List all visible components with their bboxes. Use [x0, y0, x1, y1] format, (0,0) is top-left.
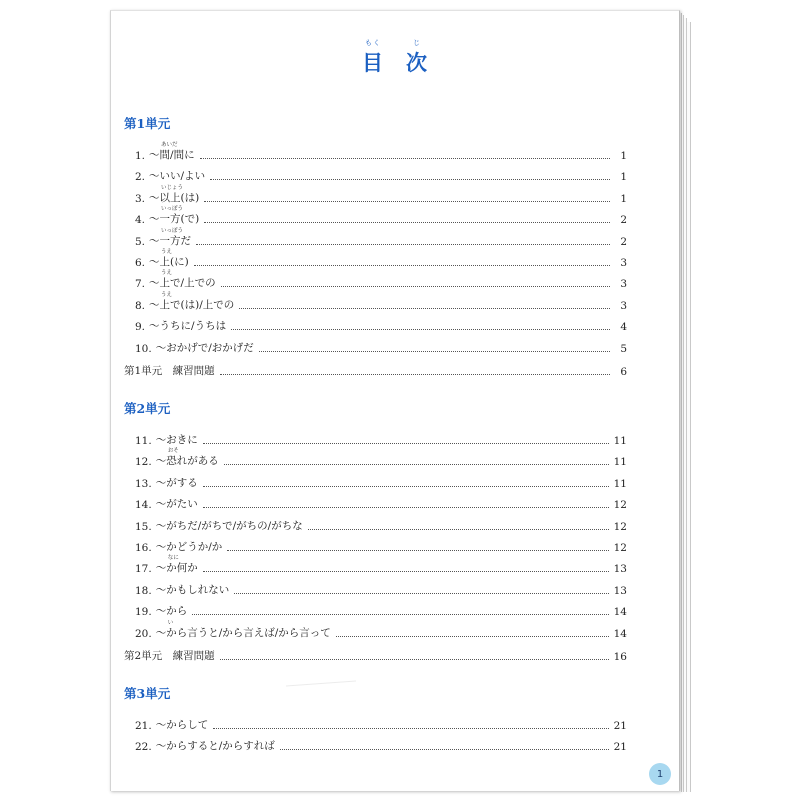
toc-entry[interactable] [135, 448, 627, 469]
toc-entry[interactable] [135, 581, 627, 597]
toc-exercise-row[interactable] [124, 647, 627, 663]
entry-page: 21 [613, 741, 627, 754]
entry-title-text: ～うちに/うちは [149, 320, 227, 333]
entry-number: 22. [135, 741, 152, 754]
entry-page: 1 [620, 150, 627, 162]
toc-entry[interactable] [135, 495, 627, 511]
entry-title-text: ～かどうか/か [155, 541, 223, 553]
entry-number: 7. [135, 278, 146, 291]
title-ruby: もく [365, 39, 381, 47]
leader-dots [231, 328, 610, 330]
leader-dots [192, 613, 608, 615]
leader-dots [280, 748, 609, 750]
entry-title [149, 142, 195, 162]
entry-title [149, 249, 189, 269]
entry-title [149, 184, 200, 205]
entry-ruby: うえ [161, 249, 173, 255]
unit-heading: 第3単元 [124, 686, 171, 701]
entry-number: 11. [135, 435, 152, 447]
entry-title [156, 518, 303, 533]
leader-dots [227, 549, 608, 551]
entry-title-text: ～からして [155, 719, 209, 731]
entry-number: 3. [135, 192, 146, 205]
leader-dots [224, 463, 609, 465]
entry-title [156, 603, 188, 618]
entry-number: 20. [135, 627, 152, 640]
leader-dots [234, 592, 608, 594]
leader-dots [204, 200, 610, 202]
entry-page: 14 [613, 606, 627, 619]
entry-number: 18. [135, 584, 152, 597]
title-char [406, 39, 428, 77]
entry-title [155, 555, 198, 575]
entry-page: 12 [613, 542, 627, 554]
entry-ruby: い [167, 619, 174, 626]
entry-title [156, 738, 275, 753]
entry-page: 13 [613, 563, 627, 576]
entry-page: 11 [613, 435, 627, 447]
paper-mark [286, 681, 356, 701]
leader-dots [239, 307, 610, 309]
entry-title [149, 168, 205, 183]
entry-number: 10. [135, 342, 152, 355]
entry-title-text: ～がたい [155, 498, 198, 511]
entry-number: 5. [135, 235, 146, 248]
entry-page: 12 [613, 520, 627, 533]
entry-title-text: ～から [155, 605, 188, 618]
entry-title-text: ～一方(で) [149, 213, 200, 226]
entry-ruby: おそ [167, 448, 179, 455]
entry-title [156, 539, 223, 554]
entry-ruby: なに [167, 555, 179, 562]
toc-entry[interactable] [135, 270, 627, 291]
leader-dots [220, 373, 610, 375]
toc-entry[interactable] [135, 538, 627, 554]
leader-dots [203, 506, 609, 508]
entry-title [156, 340, 254, 355]
entry-number: 2. [135, 171, 146, 184]
entry-number: 13. [135, 477, 152, 490]
exercise-title: 第1単元 練習問題 [124, 365, 215, 377]
entry-title-text: ～か何か [155, 562, 198, 575]
toc-page [110, 10, 680, 791]
leader-dots [204, 221, 610, 223]
leader-dots [203, 485, 609, 487]
toc-entry[interactable] [135, 339, 627, 355]
entry-title-text: ～おかげで/おかげだ [155, 341, 254, 354]
entry-page: 5 [620, 342, 627, 355]
leader-dots [196, 243, 610, 245]
entry-number: 15. [135, 520, 152, 533]
entry-title [149, 291, 235, 312]
entry-title-text: ～間/間に [149, 149, 195, 161]
toc-entry[interactable] [135, 431, 627, 447]
entry-title [149, 270, 216, 290]
leader-dots [203, 442, 609, 444]
entry-page: 13 [613, 584, 627, 597]
entry-title-text: ～上で/上での [149, 277, 216, 290]
toc-entry[interactable] [135, 249, 627, 269]
toc-entry[interactable] [135, 184, 627, 205]
unit-heading: 第2単元 [124, 401, 171, 416]
entry-title-text: ～からすると/からすれば [155, 740, 275, 753]
entry-page: 12 [613, 499, 627, 512]
entry-ruby: うえ [161, 270, 173, 277]
leader-dots [308, 528, 609, 530]
entry-title-text: ～かもしれない [155, 583, 230, 596]
entry-number: 16. [135, 542, 152, 554]
entry-page: 3 [620, 278, 627, 291]
entry-title [156, 496, 198, 511]
entry-number: 12. [135, 456, 152, 469]
entry-title-text: ～以上(は) [149, 191, 200, 204]
entry-number: 19. [135, 606, 152, 619]
exercise-page: 16 [613, 651, 627, 663]
entry-page: 3 [620, 257, 627, 269]
leader-dots [210, 178, 610, 180]
entry-title-text: ～から言うと/から言えば/から言って [155, 626, 331, 639]
title-char [362, 39, 384, 77]
entry-title-text: ～一方だ [149, 234, 192, 247]
toc-entry[interactable] [135, 619, 627, 640]
entry-number: 4. [135, 214, 146, 227]
leader-dots [203, 570, 609, 572]
toc-exercise-row[interactable] [124, 362, 627, 378]
entry-ruby: いっぽう [161, 227, 184, 234]
entry-title [155, 619, 331, 640]
entry-title-text: ～上で(は)/上での [149, 298, 235, 311]
entry-title-text: ～上(に) [149, 256, 189, 268]
toc-entry[interactable] [135, 517, 627, 533]
entry-title [149, 206, 200, 226]
page-title [111, 39, 679, 77]
entry-title-text: ～おきに [155, 434, 198, 446]
leader-dots [213, 727, 608, 729]
entry-title [156, 582, 230, 597]
entry-page: 14 [613, 627, 627, 640]
leader-dots [336, 635, 609, 637]
toc-entry[interactable] [135, 167, 627, 183]
toc-entry[interactable] [135, 474, 627, 490]
toc-entry[interactable] [135, 206, 627, 227]
entry-number: 6. [135, 257, 146, 269]
entry-page: 1 [620, 171, 627, 184]
entry-ruby: うえ [161, 291, 173, 298]
exercise-page: 6 [620, 366, 627, 378]
entry-number: 21. [135, 720, 152, 732]
toc-entry[interactable] [135, 291, 627, 312]
entry-ruby: あいだ [161, 142, 178, 148]
toc-entry[interactable] [135, 737, 627, 753]
toc-entry[interactable] [135, 716, 627, 732]
entry-page: 4 [620, 321, 627, 334]
entry-title-text: ～恐れがある [155, 455, 219, 468]
page-number-badge: 1 [649, 763, 671, 785]
toc-entry[interactable] [135, 227, 627, 248]
leader-dots [194, 264, 610, 266]
title-ruby: じ [413, 39, 421, 47]
entry-number: 1. [135, 150, 146, 162]
entry-title [156, 475, 198, 490]
title-char-text: 目 [362, 50, 384, 75]
entry-number: 14. [135, 499, 152, 512]
entry-page: 2 [620, 235, 627, 248]
title-char-text: 次 [406, 50, 428, 75]
toc-entry[interactable] [135, 555, 627, 576]
entry-title [155, 448, 219, 468]
entry-page: 3 [620, 299, 627, 312]
toc-entry[interactable] [135, 317, 627, 333]
toc-entry[interactable] [135, 142, 627, 162]
entry-number: 17. [135, 563, 152, 576]
toc-entry[interactable] [135, 602, 627, 618]
entry-page: 11 [613, 456, 627, 469]
entry-ruby: いっぽう [161, 206, 184, 213]
entry-title [149, 227, 192, 248]
unit-heading: 第1単元 [124, 116, 171, 131]
entry-page: 21 [613, 720, 627, 732]
entry-page: 11 [613, 477, 627, 490]
entry-number: 8. [135, 299, 146, 312]
entry-title-text: ～がする [155, 476, 198, 489]
entry-title [149, 318, 226, 333]
exercise-title: 第2単元 練習問題 [124, 650, 215, 662]
leader-dots [259, 350, 610, 352]
entry-ruby: いじょう [161, 184, 184, 191]
leader-dots [221, 285, 610, 287]
entry-page: 2 [620, 214, 627, 227]
entry-title-text: ～がちだ/がちで/がちの/がちな [155, 519, 303, 532]
entry-number: 9. [135, 321, 146, 334]
entry-page: 1 [620, 192, 627, 205]
entry-title [156, 717, 209, 732]
leader-dots [220, 658, 609, 660]
entry-title [156, 432, 198, 447]
leader-dots [200, 157, 610, 159]
entry-title-text: ～いい/よい [149, 170, 206, 183]
